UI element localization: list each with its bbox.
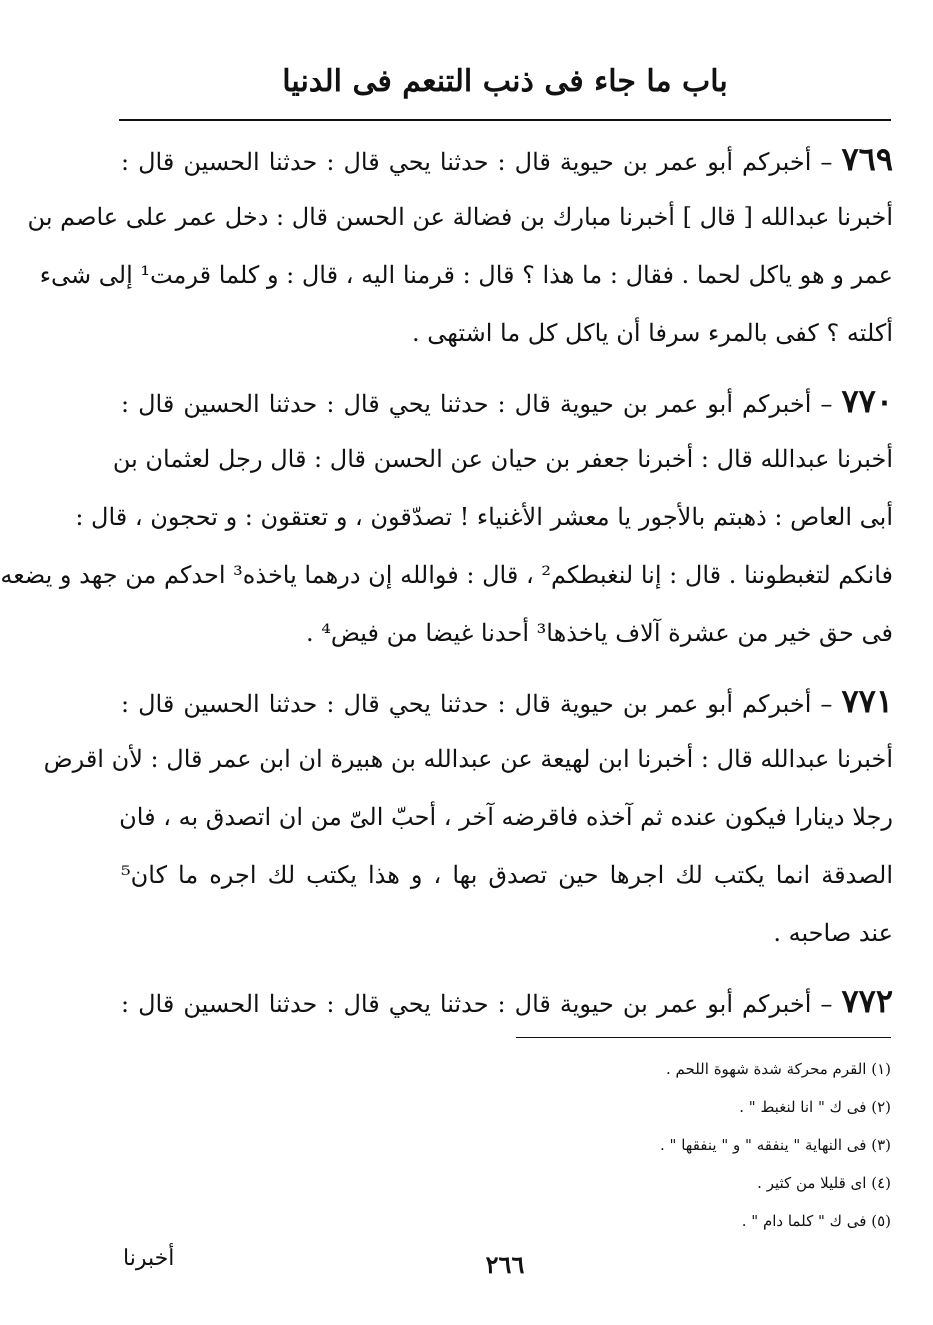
hadith-number: ٧٧٢	[841, 982, 893, 1020]
hadith-line: عمر و هو ياكل لحما . فقال : ما هذا ؟ قال : قرمنا اليه ، قال : و كلما قرمت¹ إلى شىء	[39, 261, 893, 289]
hadith-line: فانكم لتغبطوننا . قال : إنا لنغبطكم² ، قال : فوالله إن درهما ياخذه³ احدكم من جهد و يضعه	[0, 561, 893, 589]
hadith-line: فى حق خير من عشرة آلاف ياخذها³ أحدنا غيضا من فيض⁴ .	[305, 619, 893, 647]
footnote-1: (١) القرم محركة شدة شهوة اللحم .	[666, 1060, 891, 1078]
hadith-line-text: – أخبركم أبو عمر بن حيوية قال : حدثنا يحي قال : حدثنا الحسين قال :	[121, 148, 833, 176]
hadith-line: أخبرنا عبدالله قال : أخبرنا جعفر بن حيان عن الحسن قال : قال رجل لعثمان بن	[112, 445, 893, 473]
footnote-4: (٤) اى قليلا من كثير .	[757, 1174, 891, 1192]
hadith-line	[121, 972, 893, 1030]
catchword: أخبرنا	[123, 1246, 175, 1271]
footnote-5: (٥) فى ك " كلما دام " .	[741, 1212, 891, 1230]
header-rule	[119, 119, 891, 121]
hadith-line	[121, 672, 893, 730]
hadith-number: ٧٦٩	[841, 140, 893, 178]
footnote-3: (٣) فى النهاية " ينفقه " و " ينفقها " .	[660, 1136, 891, 1154]
hadith-line: أكلته ؟ كفى بالمرء سرفا أن ياكل كل ما اشتهى .	[412, 319, 893, 347]
hadith-770	[0, 372, 893, 662]
hadith-line	[121, 372, 893, 430]
hadith-number: ٧٧٠	[841, 382, 893, 420]
hadith-line-text: – أخبركم أبو عمر بن حيوية قال : حدثنا يحي قال : حدثنا الحسين قال :	[121, 390, 833, 418]
footnotes	[391, 1054, 891, 1244]
hadith-769	[27, 130, 893, 362]
hadith-line-text: – أخبركم أبو عمر بن حيوية قال : حدثنا يحي قال : حدثنا الحسين قال :	[121, 990, 833, 1018]
hadith-line: الصدقة انما يكتب لك اجرها حين تصدق بها ، و هذا يكتب لك اجره ما كان⁵	[121, 861, 893, 889]
running-head: باب ما جاء فى ذنب التنعم فى الدنيا	[282, 64, 728, 99]
page-number: ٢٦٦	[485, 1250, 525, 1279]
hadith-number: ٧٧١	[841, 682, 893, 720]
body-text	[0, 130, 893, 1040]
hadith-line: أخبرنا عبدالله [ قال ] أخبرنا مبارك بن فضالة عن الحسن قال : دخل عمر على عاصم بن	[27, 203, 893, 231]
hadith-line-text: – أخبركم أبو عمر بن حيوية قال : حدثنا يحي قال : حدثنا الحسين قال :	[121, 690, 833, 718]
hadith-line: أخبرنا عبدالله قال : أخبرنا ابن لهيعة عن عبدالله بن هبيرة ان ابن عمر قال : لأن اقرض	[43, 745, 893, 773]
hadith-771	[43, 672, 893, 962]
hadith-line: أبى العاص : ذهبتم بالأجور يا معشر الأغنياء ! تصدّقون ، و تعتقون : و تحجون ، قال :	[75, 503, 893, 531]
footnote-2: (٢) فى ك " انا لنغبط " .	[739, 1098, 891, 1116]
hadith-line: عند صاحبه .	[773, 919, 893, 947]
hadith-772	[121, 972, 893, 1030]
footnote-rule	[516, 1037, 891, 1038]
hadith-line: رجلا دينارا فيكون عنده ثم آخذه فاقرضه آخر ، أحبّ الىّ من ان اتصدق به ، فان	[119, 803, 893, 831]
hadith-line	[121, 130, 893, 188]
